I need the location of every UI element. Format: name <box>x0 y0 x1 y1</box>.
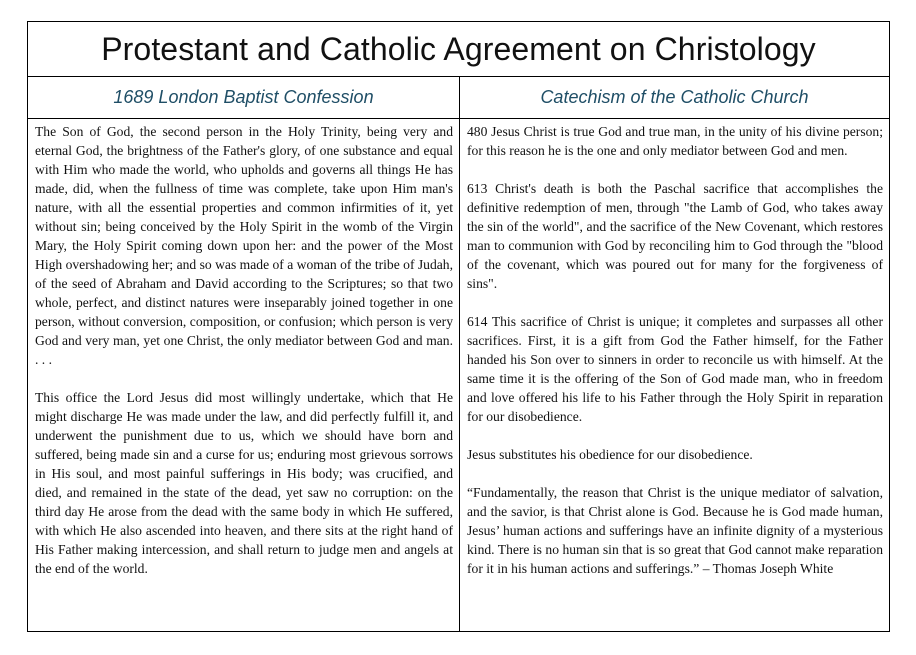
column-heading-baptist: 1689 London Baptist Confession <box>113 87 374 107</box>
paragraph: Jesus substitutes his obedience for our disobedience. <box>467 447 753 462</box>
column-heading-catholic: Catechism of the Catholic Church <box>540 87 809 107</box>
column-header-catholic <box>460 77 889 119</box>
comparison-table <box>27 21 890 632</box>
page-title: Protestant and Catholic Agreement on Christology <box>101 30 816 67</box>
paragraph: 613 Christ's death is both the Paschal sacrifice that accomplishes the definitive redemption of men, through "the Lamb of God, who takes away the sin of the world", and the sacrifice of the New Covenant, which restores man to communion with God by reconciling him to God through the "blood of the covenant, which was poured out for many for the forgiveness of sins". <box>467 181 883 291</box>
baptist-confession-text <box>28 119 460 631</box>
paragraph: This office the Lord Jesus did most willingly undertake, which that He might discharge He was made under the law, and did perfectly fulfill it, and underwent the punishment due to us, which we should have born and suffered, being made sin and a curse for us; enduring most grievous sorrows in His soul, and most painful sufferings in His body; was crucified, and died, and remained in the state of the dead, yet saw no corruption: on the third day He arose from the dead with the same body in which He suffered, with which He also ascended into heaven, and there sits at the right hand of His Father making intercession, and shall return to judge men and angels at the end of the world. <box>35 390 453 576</box>
catholic-catechism-text <box>460 119 889 631</box>
column-header-baptist <box>28 77 460 119</box>
title-cell <box>28 22 889 77</box>
paragraph: 480 Jesus Christ is true God and true man, in the unity of his divine person; for this reason he is the one and only mediator between God and men. <box>467 124 883 158</box>
paragraph: 614 This sacrifice of Christ is unique; it completes and surpasses all other sacrifices. First, it is a gift from God the Father himself, for the Father handed his Son over to sinners in order to reconcile us with himself. At the same time it is the offering of the Son of God made man, who in freedom and love offered his life to his Father through the Holy Spirit in reparation for our disobedience. <box>467 314 883 424</box>
paragraph: The Son of God, the second person in the Holy Trinity, being very and eternal God, the brightness of the Father's glory, of one substance and equal with Him who made the world, who upholds and governs all things He has made, did, when the fullness of time was complete, take upon Him man's nature, with all the essential properties and common infirmities of it, yet without sin; being conceived by the Holy Spirit in the womb of the Virgin Mary, the Holy Spirit coming down upon her: and the power of the Most High overshadowing her; and so was made of a woman of the tribe of Judah, of the seed of Abraham and David according to the Scriptures; so that two whole, perfect, and distinct natures were inseparably joined together in one person, without conversion, composition, or confusion; which person is very God and very man, yet one Christ, the only mediator between God and man. . . . <box>35 124 453 367</box>
paragraph: “Fundamentally, the reason that Christ is the unique mediator of salvation, and the savior, is that Christ alone is God. Because he is God made human, Jesus’ human actions and sufferings have an infinite dignity of a mysterious kind. There is no human sin that is so great that God cannot make reparation for it in his human actions and sufferings.” – Thomas Joseph White <box>467 485 883 576</box>
